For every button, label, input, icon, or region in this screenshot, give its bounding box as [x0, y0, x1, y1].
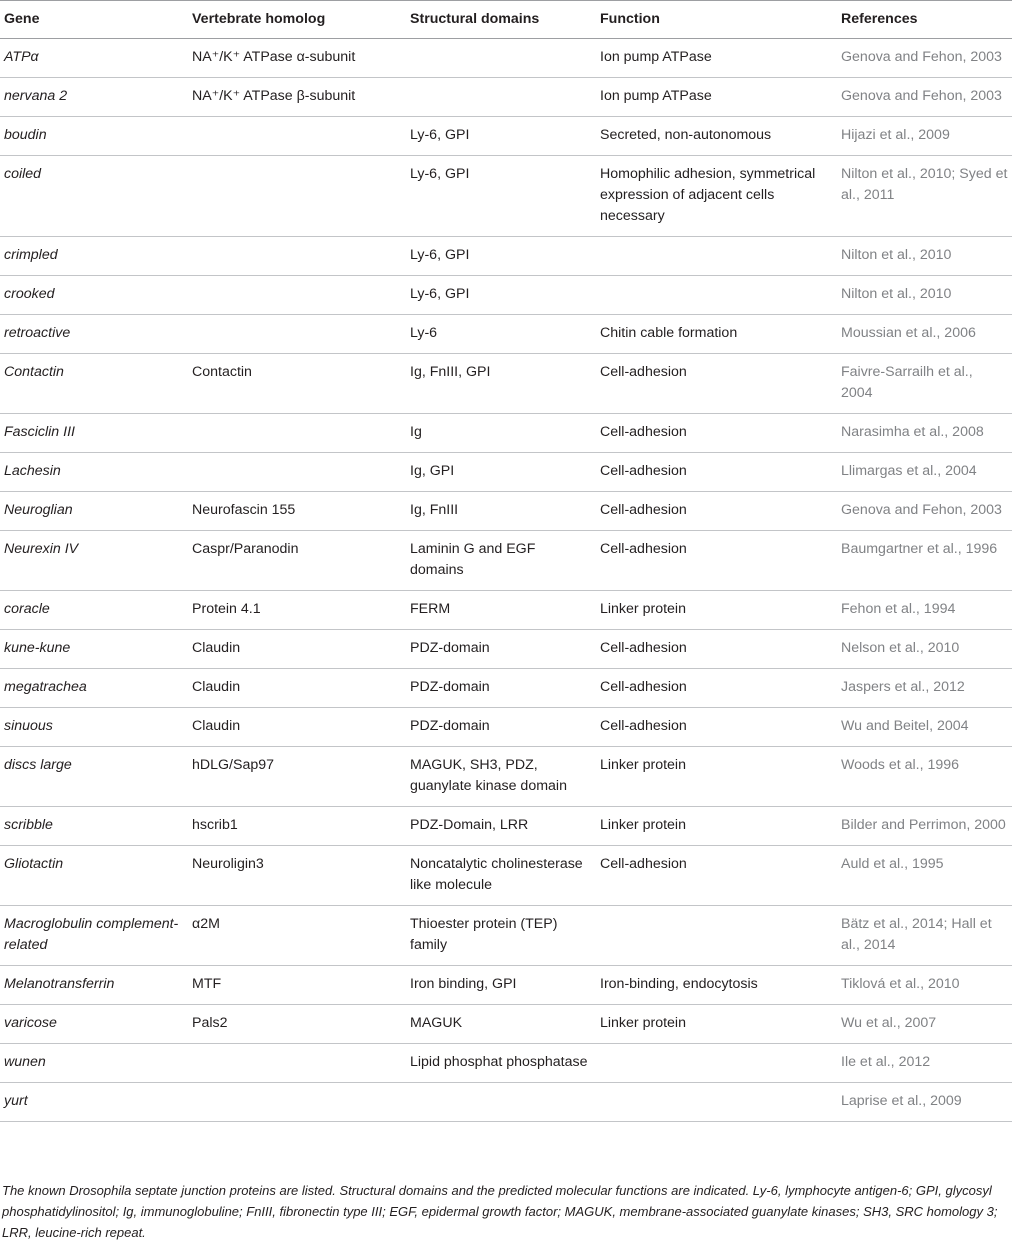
function-cell: Cell-adhesion	[596, 414, 837, 453]
table-row	[0, 747, 1012, 807]
table-row	[0, 669, 1012, 708]
domains-cell: Ly-6, GPI	[406, 276, 596, 315]
gene-cell: Gliotactin	[0, 846, 188, 906]
references-cell: Tiklová et al., 2010	[837, 966, 1012, 1005]
references-cell: Bätz et al., 2014; Hall et al., 2014	[837, 906, 1012, 966]
domains-cell	[406, 78, 596, 117]
function-cell: Ion pump ATPase	[596, 78, 837, 117]
function-cell	[596, 906, 837, 966]
function-cell: Iron-binding, endocytosis	[596, 966, 837, 1005]
gene-cell: yurt	[0, 1083, 188, 1122]
references-cell: Auld et al., 1995	[837, 846, 1012, 906]
homolog-cell	[188, 414, 406, 453]
gene-cell: scribble	[0, 807, 188, 846]
references-cell: Genova and Fehon, 2003	[837, 78, 1012, 117]
table-row	[0, 453, 1012, 492]
gene-cell: coiled	[0, 156, 188, 237]
gene-cell: coracle	[0, 591, 188, 630]
homolog-cell: NA⁺/K⁺ ATPase β-subunit	[188, 78, 406, 117]
references-cell: Jaspers et al., 2012	[837, 669, 1012, 708]
homolog-cell: Pals2	[188, 1005, 406, 1044]
gene-cell: Melanotransferrin	[0, 966, 188, 1005]
domains-cell: Thioester protein (TEP) family	[406, 906, 596, 966]
header-structural-domains: Structural domains	[406, 1, 596, 39]
gene-cell: Fasciclin III	[0, 414, 188, 453]
references-cell: Llimargas et al., 2004	[837, 453, 1012, 492]
homolog-cell: Claudin	[188, 630, 406, 669]
references-cell: Nilton et al., 2010	[837, 276, 1012, 315]
domains-cell: Ig, GPI	[406, 453, 596, 492]
references-cell: Laprise et al., 2009	[837, 1083, 1012, 1122]
table-row	[0, 531, 1012, 591]
domains-cell: Ly-6, GPI	[406, 237, 596, 276]
references-cell: Genova and Fehon, 2003	[837, 492, 1012, 531]
gene-cell: varicose	[0, 1005, 188, 1044]
homolog-cell: α2M	[188, 906, 406, 966]
domains-cell: MAGUK	[406, 1005, 596, 1044]
gene-cell: retroactive	[0, 315, 188, 354]
function-cell	[596, 276, 837, 315]
homolog-cell	[188, 1083, 406, 1122]
function-cell: Secreted, non-autonomous	[596, 117, 837, 156]
function-cell: Cell-adhesion	[596, 630, 837, 669]
table-body	[0, 39, 1012, 1122]
function-cell: Homophilic adhesion, symmetrical expression of adjacent cells necessary	[596, 156, 837, 237]
header-references: References	[837, 1, 1012, 39]
function-cell: Linker protein	[596, 591, 837, 630]
header-function: Function	[596, 1, 837, 39]
table-row	[0, 354, 1012, 414]
domains-cell: Ly-6, GPI	[406, 117, 596, 156]
gene-cell: nervana 2	[0, 78, 188, 117]
gene-cell: megatrachea	[0, 669, 188, 708]
function-cell	[596, 1044, 837, 1083]
references-cell: Nilton et al., 2010; Syed et al., 2011	[837, 156, 1012, 237]
references-cell: Moussian et al., 2006	[837, 315, 1012, 354]
homolog-cell: Neurofascin 155	[188, 492, 406, 531]
gene-cell: discs large	[0, 747, 188, 807]
table-row	[0, 78, 1012, 117]
table-row	[0, 276, 1012, 315]
homolog-cell	[188, 1044, 406, 1083]
homolog-cell: Claudin	[188, 708, 406, 747]
table-row	[0, 492, 1012, 531]
function-cell: Cell-adhesion	[596, 354, 837, 414]
function-cell: Chitin cable formation	[596, 315, 837, 354]
table-row	[0, 237, 1012, 276]
references-cell: Woods et al., 1996	[837, 747, 1012, 807]
gene-cell: boudin	[0, 117, 188, 156]
domains-cell	[406, 39, 596, 78]
homolog-cell	[188, 156, 406, 237]
references-cell: Faivre-Sarrailh et al., 2004	[837, 354, 1012, 414]
function-cell: Ion pump ATPase	[596, 39, 837, 78]
references-cell: Fehon et al., 1994	[837, 591, 1012, 630]
table-row	[0, 1044, 1012, 1083]
homolog-cell	[188, 117, 406, 156]
references-cell: Genova and Fehon, 2003	[837, 39, 1012, 78]
references-cell: Narasimha et al., 2008	[837, 414, 1012, 453]
domains-cell: Noncatalytic cholinesterase like molecule	[406, 846, 596, 906]
gene-cell: wunen	[0, 1044, 188, 1083]
header-vertebrate-homolog: Vertebrate homolog	[188, 1, 406, 39]
table-row	[0, 630, 1012, 669]
domains-cell: Ig	[406, 414, 596, 453]
domains-cell: Iron binding, GPI	[406, 966, 596, 1005]
function-cell	[596, 1083, 837, 1122]
gene-cell: crooked	[0, 276, 188, 315]
function-cell: Cell-adhesion	[596, 492, 837, 531]
table-row	[0, 966, 1012, 1005]
table-row	[0, 708, 1012, 747]
homolog-cell: hDLG/Sap97	[188, 747, 406, 807]
homolog-cell	[188, 453, 406, 492]
function-cell: Cell-adhesion	[596, 708, 837, 747]
table-row	[0, 1083, 1012, 1122]
homolog-cell: NA⁺/K⁺ ATPase α-subunit	[188, 39, 406, 78]
domains-cell: MAGUK, SH3, PDZ, guanylate kinase domain	[406, 747, 596, 807]
domains-cell: Ig, FnIII	[406, 492, 596, 531]
table-row	[0, 591, 1012, 630]
domains-cell: Ly-6	[406, 315, 596, 354]
gene-cell: sinuous	[0, 708, 188, 747]
homolog-cell	[188, 237, 406, 276]
domains-cell: PDZ-domain	[406, 630, 596, 669]
references-cell: Ile et al., 2012	[837, 1044, 1012, 1083]
domains-cell: Ly-6, GPI	[406, 156, 596, 237]
gene-cell: ATPα	[0, 39, 188, 78]
homolog-cell	[188, 276, 406, 315]
function-cell: Linker protein	[596, 807, 837, 846]
gene-cell: Contactin	[0, 354, 188, 414]
function-cell: Cell-adhesion	[596, 531, 837, 591]
homolog-cell: MTF	[188, 966, 406, 1005]
table-row	[0, 39, 1012, 78]
homolog-cell: Neuroligin3	[188, 846, 406, 906]
table-row	[0, 315, 1012, 354]
gene-cell: kune-kune	[0, 630, 188, 669]
references-cell: Nelson et al., 2010	[837, 630, 1012, 669]
table-footnote: The known Drosophila septate junction proteins are listed. Structural domains and the predicted molecular functions are indicated. Ly-6, lymphocyte antigen-6; GPI, glycosyl phosphatidylinositol; Ig, immunoglobuline; FnIII, fibronectin type III; EGF, epidermal growth factor; MAGUK, membrane-associated guanylate kinases; SH3, SRC homology 3; LRR, leucine-rich repeat.	[2, 1183, 998, 1240]
homolog-cell: hscrib1	[188, 807, 406, 846]
table-row	[0, 906, 1012, 966]
domains-cell: PDZ-Domain, LRR	[406, 807, 596, 846]
domains-cell: Lipid phosphat phosphatase	[406, 1044, 596, 1083]
gene-cell: Macroglobulin complement-related	[0, 906, 188, 966]
homolog-cell: Caspr/Paranodin	[188, 531, 406, 591]
table-row	[0, 156, 1012, 237]
domains-cell: PDZ-domain	[406, 669, 596, 708]
function-cell: Cell-adhesion	[596, 669, 837, 708]
domains-cell	[406, 1083, 596, 1122]
references-cell: Nilton et al., 2010	[837, 237, 1012, 276]
homolog-cell	[188, 315, 406, 354]
domains-cell: PDZ-domain	[406, 708, 596, 747]
table-row	[0, 1005, 1012, 1044]
gene-cell: Neuroglian	[0, 492, 188, 531]
function-cell: Cell-adhesion	[596, 846, 837, 906]
homolog-cell: Claudin	[188, 669, 406, 708]
gene-cell: crimpled	[0, 237, 188, 276]
table-row	[0, 414, 1012, 453]
references-cell: Bilder and Perrimon, 2000	[837, 807, 1012, 846]
references-cell: Wu and Beitel, 2004	[837, 708, 1012, 747]
references-cell: Wu et al., 2007	[837, 1005, 1012, 1044]
table-row	[0, 846, 1012, 906]
table-header-row	[0, 1, 1012, 39]
domains-cell: Ig, FnIII, GPI	[406, 354, 596, 414]
homolog-cell: Contactin	[188, 354, 406, 414]
domains-cell: FERM	[406, 591, 596, 630]
homolog-cell: Protein 4.1	[188, 591, 406, 630]
table-row	[0, 807, 1012, 846]
function-cell: Linker protein	[596, 747, 837, 807]
references-cell: Baumgartner et al., 1996	[837, 531, 1012, 591]
function-cell: Linker protein	[596, 1005, 837, 1044]
references-cell: Hijazi et al., 2009	[837, 117, 1012, 156]
function-cell	[596, 237, 837, 276]
function-cell: Cell-adhesion	[596, 453, 837, 492]
gene-cell: Neurexin IV	[0, 531, 188, 591]
table-row	[0, 117, 1012, 156]
domains-cell: Laminin G and EGF domains	[406, 531, 596, 591]
gene-cell: Lachesin	[0, 453, 188, 492]
header-gene: Gene	[0, 1, 188, 39]
